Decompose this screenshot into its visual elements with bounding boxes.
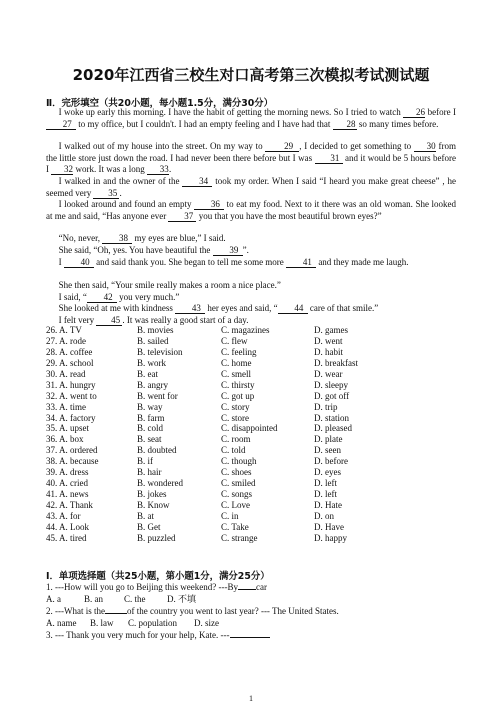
- blank-27: 27: [46, 119, 76, 130]
- passage-text: She said, “Oh, yes. You have beautiful the: [58, 245, 211, 255]
- option-b: B. at: [137, 510, 154, 521]
- option-c: C. in: [221, 510, 239, 521]
- option-c: C. disappointed: [221, 423, 278, 434]
- passage-text: took my order. When I said “I heard you make great cheese” , he seemed very: [46, 176, 457, 198]
- passage-text: “No, never,: [58, 233, 100, 243]
- passage-text: I felt very: [58, 315, 95, 325]
- option-row: [46, 402, 456, 413]
- passage-text: my eyes are blue,” I said.: [134, 233, 226, 243]
- option-row: [46, 467, 456, 478]
- blank-42: 42: [87, 292, 117, 303]
- option-d: D. sleepy: [314, 379, 348, 390]
- option-c: C. magazines: [221, 325, 270, 335]
- option-c: C. told: [221, 445, 246, 456]
- option-c: C. Take: [221, 521, 249, 532]
- option-c: C. story: [221, 401, 250, 412]
- passage-text: , I decided to get something to: [299, 141, 412, 151]
- option-c: C. store: [221, 412, 249, 423]
- passage-paragraph-8: [46, 280, 456, 292]
- question-3: [46, 630, 466, 641]
- option-d: D. size: [194, 618, 219, 628]
- options-table: [46, 325, 456, 544]
- option-a: 33. A. time: [46, 401, 86, 412]
- passage-text: from the little store just down the road. I had never been there before but I was: [46, 141, 457, 163]
- option-c: C. shoes: [221, 467, 252, 478]
- option-c: C. thirsty: [221, 379, 255, 390]
- option-b: B. farm: [137, 412, 165, 423]
- option-d: D. habit: [314, 346, 343, 357]
- option-d: D. happy: [314, 532, 347, 543]
- option-b: B. movies: [137, 325, 174, 335]
- option-d: D. went: [314, 335, 343, 346]
- passage-text: care of that smile.”: [309, 303, 379, 313]
- passage-paragraph-7: [46, 257, 456, 269]
- option-a: 34. A. factory: [46, 412, 96, 423]
- passage-text: I looked around and found an empty: [58, 199, 192, 209]
- option-c: C. songs: [221, 489, 253, 500]
- option-d: D. plate: [314, 434, 343, 445]
- option-row: [46, 489, 456, 500]
- option-d: D. Have: [314, 521, 344, 532]
- option-b: B. cold: [137, 423, 163, 434]
- blank-34: 34: [182, 176, 212, 187]
- passage-paragraph-3: [46, 176, 456, 199]
- option-d: D. 不填: [167, 594, 196, 604]
- option-d: D. seen: [314, 445, 341, 456]
- option-row: [46, 456, 456, 467]
- passage-text: before I: [427, 107, 457, 117]
- option-a: 30. A. read: [46, 368, 86, 379]
- passage-text: I walked out of my house into the street. On my way to: [58, 141, 263, 151]
- option-row: [46, 423, 456, 434]
- option-d: D. left: [314, 478, 337, 489]
- option-d: D. before: [314, 456, 348, 467]
- option-d: D. breakfast: [314, 357, 358, 368]
- option-d: D. trip: [314, 401, 338, 412]
- passage-paragraph-6: [46, 245, 456, 257]
- option-d: D. pleased: [314, 423, 352, 434]
- passage-text: and it would be 5 hours before I: [46, 152, 456, 175]
- blank-31: 31: [315, 153, 343, 164]
- option-row: [46, 478, 456, 489]
- blank-38: 38: [102, 233, 132, 244]
- passage-text: She looked at me with kindness: [58, 303, 173, 313]
- option-a: 44. A. Look: [46, 521, 90, 532]
- option-a: 45. A. tired: [46, 532, 87, 543]
- passage-text: .: [169, 164, 172, 175]
- option-b: B. doubted: [137, 445, 177, 456]
- passage-text: I said, “: [58, 292, 87, 302]
- passage-text: .: [119, 187, 122, 198]
- page-number: 1: [249, 694, 253, 703]
- option-b: B. law: [90, 618, 114, 628]
- option-c: C. Love: [221, 500, 250, 510]
- answer-blank: [230, 637, 270, 638]
- option-b: B. way: [137, 401, 163, 412]
- passage-text: ”.: [242, 245, 249, 255]
- blank-35: 35: [93, 188, 119, 199]
- option-a: 41. A. news: [46, 489, 89, 500]
- option-c: C. though: [221, 456, 257, 467]
- option-b: B. if: [137, 456, 154, 467]
- passage-text: you very much.”: [119, 292, 180, 302]
- option-a: 31. A. hungry: [46, 379, 96, 390]
- answer-blank: [105, 613, 127, 614]
- option-c: C. smell: [221, 368, 252, 379]
- blank-28: 28: [333, 119, 357, 130]
- option-row: [46, 434, 456, 445]
- option-a: A. a: [46, 594, 61, 604]
- option-d: D. games: [314, 325, 348, 335]
- passage-text: her eyes and said, “: [207, 303, 278, 313]
- option-c: C. feeling: [221, 346, 257, 357]
- option-c: C. got up: [221, 390, 255, 401]
- question-2-options: [46, 618, 466, 629]
- passage-text: She then said, “Your smile really makes a room a nice place.”: [58, 280, 281, 290]
- option-b: B. wondered: [137, 478, 183, 489]
- passage-text: . It was really a good start of a day.: [122, 315, 249, 325]
- option-d: D. station: [314, 412, 349, 423]
- option-b: B. seat: [137, 434, 162, 445]
- section-heading-cloze: Ⅱ．完形填空（共20小题，每小题1.5分，满分30分）: [46, 98, 274, 109]
- passage-text: I: [58, 257, 62, 267]
- option-b: B. sailed: [137, 335, 169, 346]
- passage-text: to eat my food. Next to it there was an old woman. She looked at me and said, “Has anyone ever: [46, 199, 457, 221]
- option-a: A. name: [46, 618, 77, 628]
- answer-blank: [238, 589, 256, 590]
- option-row: [46, 511, 456, 522]
- option-b: B. jokes: [137, 489, 167, 500]
- passage-text: work. It was a long: [75, 164, 145, 175]
- blank-44: 44: [278, 303, 308, 314]
- blank-29: 29: [265, 141, 299, 152]
- question-text: 2. ---What is the: [46, 606, 105, 616]
- option-a: 27. A. rode: [46, 335, 86, 346]
- blank-33: 33: [147, 164, 169, 175]
- option-a: 38. A. because: [46, 456, 99, 467]
- question-text: 3. --- Thank you very much for your help, Kate. ---: [46, 630, 230, 640]
- option-row: [46, 347, 456, 358]
- passage-paragraph-2: [46, 141, 456, 176]
- option-row: [46, 380, 456, 391]
- option-a: 37. A. ordered: [46, 445, 98, 456]
- option-b: B. angry: [137, 379, 168, 390]
- question-text: of the country you went to last year? --- The United States.: [126, 606, 339, 616]
- option-row: [46, 522, 456, 533]
- option-b: B. work: [137, 357, 166, 368]
- blank-45: 45: [96, 315, 122, 326]
- option-b: B. television: [137, 346, 183, 357]
- option-a: 36. A. box: [46, 434, 84, 445]
- option-row: [46, 325, 456, 336]
- blank-36: 36: [194, 199, 224, 210]
- question-1: [46, 582, 466, 593]
- option-a: 39. A. dress: [46, 467, 89, 478]
- question-1-options: [46, 594, 466, 605]
- option-c: C. flew: [221, 335, 248, 346]
- question-text: 1. ---How will you go to Beijing this weekend? ---By: [46, 582, 238, 592]
- passage-paragraph-1: [46, 107, 456, 130]
- passage-text: so many times before.: [358, 118, 439, 129]
- option-row: [46, 391, 456, 402]
- blank-26: 26: [403, 107, 425, 118]
- passage-text: and said thank you. She began to tell me some more: [96, 257, 284, 267]
- option-d: D. got off: [314, 390, 350, 401]
- blank-32: 32: [51, 164, 73, 175]
- passage-text: and they made me laugh.: [318, 257, 409, 267]
- option-d: D. left: [314, 489, 337, 500]
- passage-paragraph-10: [46, 303, 456, 315]
- option-d: D. Hate: [314, 500, 342, 510]
- option-b: B. puzzled: [137, 532, 176, 543]
- passage-text: I walked in and the owner of the: [58, 176, 180, 186]
- option-c: C. strange: [221, 532, 258, 543]
- option-a: 42. A. Thank: [46, 500, 93, 510]
- option-c: C. smiled: [221, 478, 256, 489]
- option-a: 32. A. went to: [46, 390, 97, 401]
- section-heading-single-choice: Ⅰ．单项选择题（共25小题，第小题1分，满分25分）: [46, 571, 270, 582]
- option-d: D. on: [314, 510, 334, 521]
- passage-paragraph-5: [46, 233, 456, 245]
- option-c: C. room: [221, 434, 251, 445]
- blank-40: 40: [64, 257, 94, 268]
- question-2: [46, 606, 466, 617]
- option-c: C. the: [124, 594, 146, 604]
- option-b: B. Know: [137, 500, 170, 510]
- option-a: 28. A. coffee: [46, 346, 93, 357]
- option-row: [46, 358, 456, 369]
- passage-text: you that you have the most beautiful brown eyes?”: [198, 210, 382, 221]
- blank-37: 37: [168, 211, 196, 222]
- question-text: car: [255, 582, 267, 592]
- blank-30: 30: [414, 141, 436, 152]
- option-a: 35. A. upset: [46, 423, 90, 434]
- option-row: [46, 533, 456, 544]
- passage-text: to my office, but I couldn't. I had an empty feeling and I have had that: [78, 118, 331, 129]
- blank-39: 39: [213, 245, 243, 256]
- option-c: C. home: [221, 357, 252, 368]
- option-a: 29. A. school: [46, 357, 94, 368]
- blank-41: 41: [286, 257, 316, 268]
- passage-paragraph-9: [46, 292, 456, 304]
- option-row: [46, 500, 456, 511]
- option-row: [46, 413, 456, 424]
- option-row: [46, 369, 456, 380]
- option-a: 26. A. TV: [46, 325, 82, 335]
- passage-text: I woke up early this morning. I have the habit of getting the morning news. So I tried to watch: [58, 107, 401, 117]
- page-title: 2020年江西省三校生对口高考第三次模拟考试测试题: [72, 66, 430, 84]
- option-a: 43. A. for: [46, 510, 81, 521]
- option-d: D. eyes: [314, 467, 341, 478]
- option-row: [46, 336, 456, 347]
- option-b: B. eat: [137, 368, 158, 379]
- passage-paragraph-4: [46, 199, 456, 222]
- option-b: B. Get: [137, 521, 161, 532]
- blank-43: 43: [175, 303, 205, 314]
- option-b: B. hair: [137, 467, 162, 478]
- option-c: C. population: [128, 618, 177, 628]
- option-a: 40. A. cried: [46, 478, 88, 489]
- option-row: [46, 445, 456, 456]
- option-b: B. an: [84, 594, 103, 604]
- option-b: B. went for: [137, 390, 178, 401]
- option-d: D. wear: [314, 368, 343, 379]
